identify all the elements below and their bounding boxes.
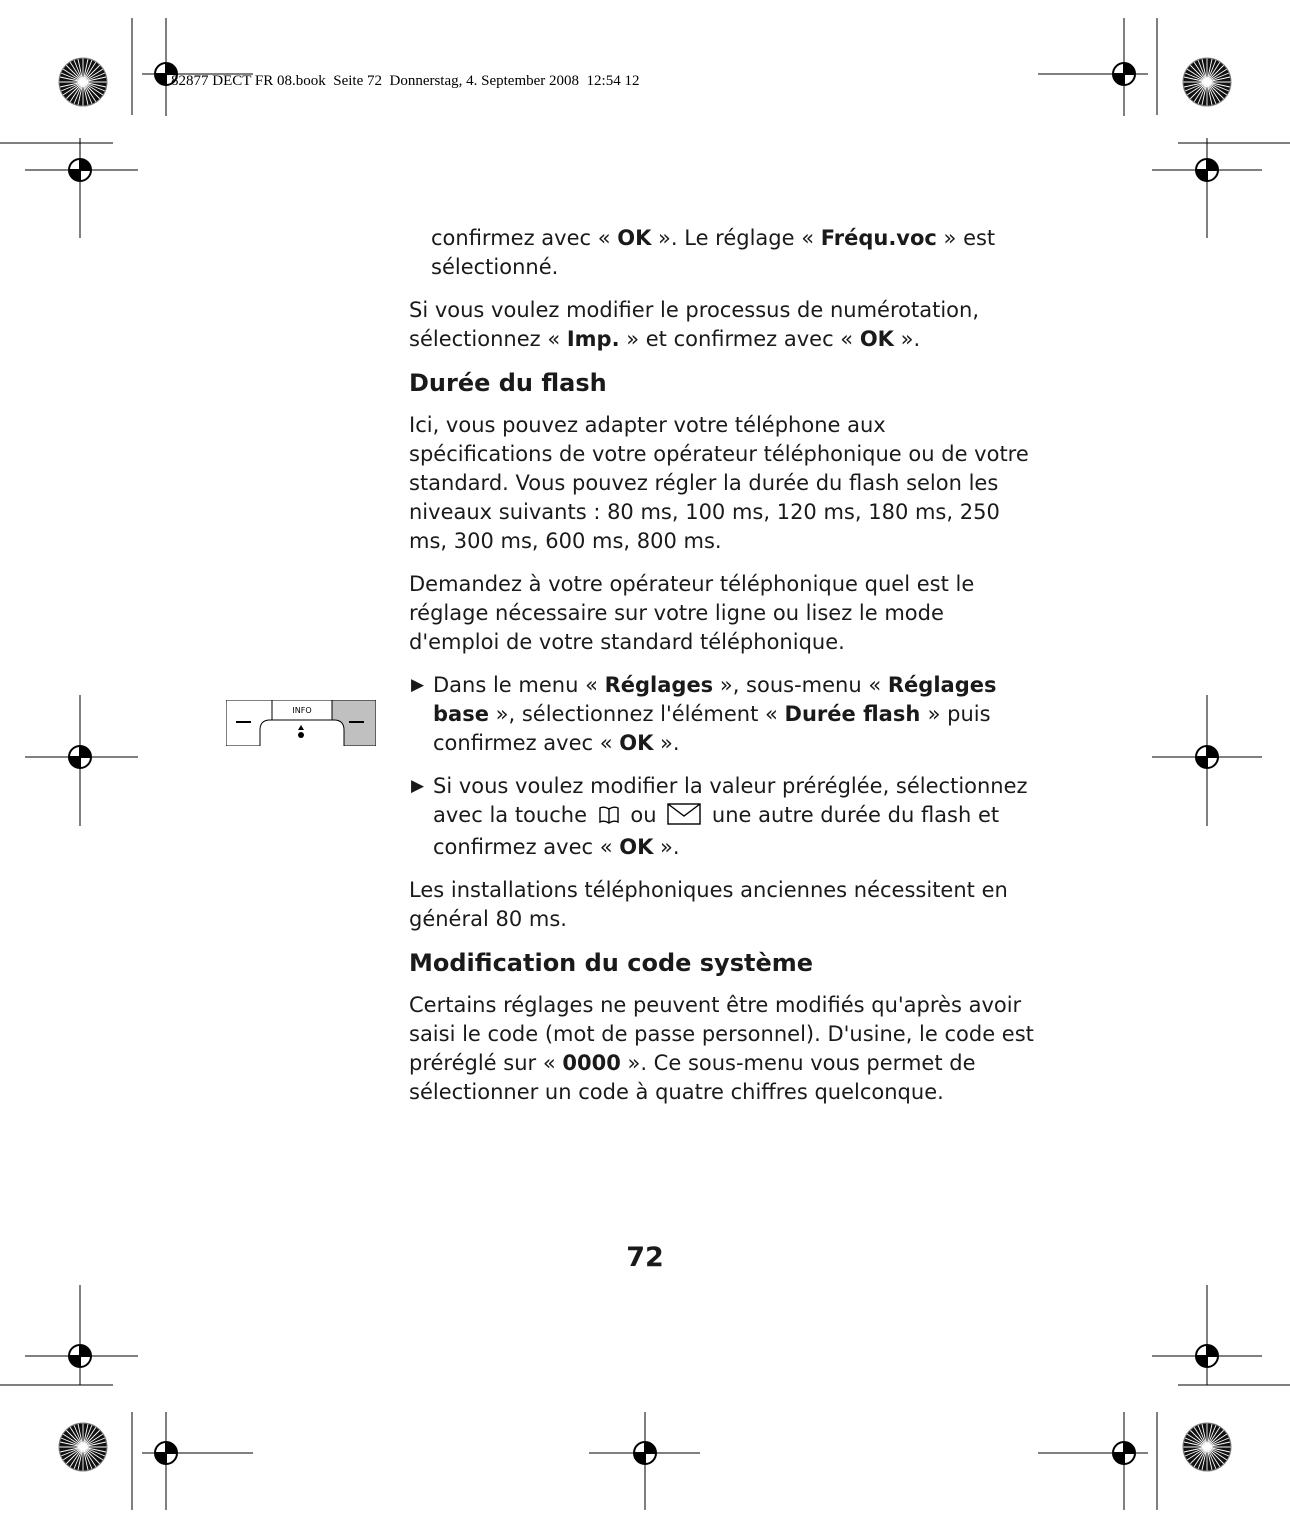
info-key-label: INFO	[292, 706, 312, 715]
crosshair-mark	[1196, 1345, 1218, 1367]
section-heading-flash: Durée du flash	[409, 369, 607, 397]
envelope-icon	[667, 803, 701, 833]
starburst-mark	[1183, 1423, 1231, 1471]
print-header: 82877 DECT FR 08.book Seite 72 Donnerstag, 4. September 2008 12:54 12	[171, 73, 640, 89]
bullet-arrow-icon: ▶	[411, 776, 425, 796]
crosshair-mark	[69, 159, 91, 181]
page-content	[409, 224, 1034, 1121]
bullet-arrow-icon: ▶	[411, 675, 425, 695]
code-paragraph: Certains réglages ne peuvent être modifiés qu'après avoir saisi le code (mot de passe personnel). D'usine, le code est préréglé sur « 0000 ». Ce sous-menu vous permet de sélectionner un code à quatre chiffres quelconque.	[409, 993, 1034, 1104]
crosshair-mark	[1113, 1442, 1135, 1464]
section-heading-code: Modification du code système	[409, 949, 814, 977]
flash-advice-paragraph: Demandez à votre opérateur téléphonique quel est le réglage nécessaire sur votre ligne ou lisez le mode d'emploi de votre standard téléphonique.	[409, 572, 975, 654]
page-number: 72	[626, 1242, 664, 1273]
crosshair-mark	[1196, 746, 1218, 768]
step-bullet: ▶ Dans le menu « Réglages », sous-menu « Réglages base », sélectionnez l'élément « Durée flash » puis confirmez avec « OK ».	[411, 673, 997, 755]
starburst-mark	[59, 58, 107, 106]
crosshair-mark	[69, 1345, 91, 1367]
phonebook-icon	[598, 804, 620, 833]
keypad-illustration	[226, 700, 376, 750]
continuation-paragraph: confirmez avec « OK ». Le réglage « Fréqu.voc » est sélectionné.	[431, 226, 996, 279]
step-bullet: ▶ Si vous voulez modifier la valeur préréglée, sélectionnez avec la touche ou une autre durée du flash et confirmez avec « OK ».	[411, 774, 1028, 859]
crosshair-mark	[1196, 159, 1218, 181]
crosshair-mark	[69, 746, 91, 768]
crosshair-mark	[155, 1442, 177, 1464]
starburst-mark	[1183, 58, 1231, 106]
starburst-mark	[59, 1423, 107, 1471]
imp-paragraph: Si vous voulez modifier le processus de numérotation, sélectionnez « Imp. » et confirmez avec « OK ».	[409, 298, 980, 351]
crosshair-mark	[634, 1442, 656, 1464]
flash-intro-paragraph: Ici, vous pouvez adapter votre téléphone aux spécifications de votre opérateur téléphonique ou de votre standard. Vous pouvez régler la durée du flash selon les niveaux suivants : 80 ms, 100 ms, 120 ms, 180 ms, 250 ms, 300 ms, 600 ms, 800 ms.	[409, 413, 1029, 553]
legacy-installations-paragraph: Les installations téléphoniques anciennes nécessitent en général 80 ms.	[409, 878, 1008, 931]
crosshair-mark	[1113, 63, 1135, 85]
